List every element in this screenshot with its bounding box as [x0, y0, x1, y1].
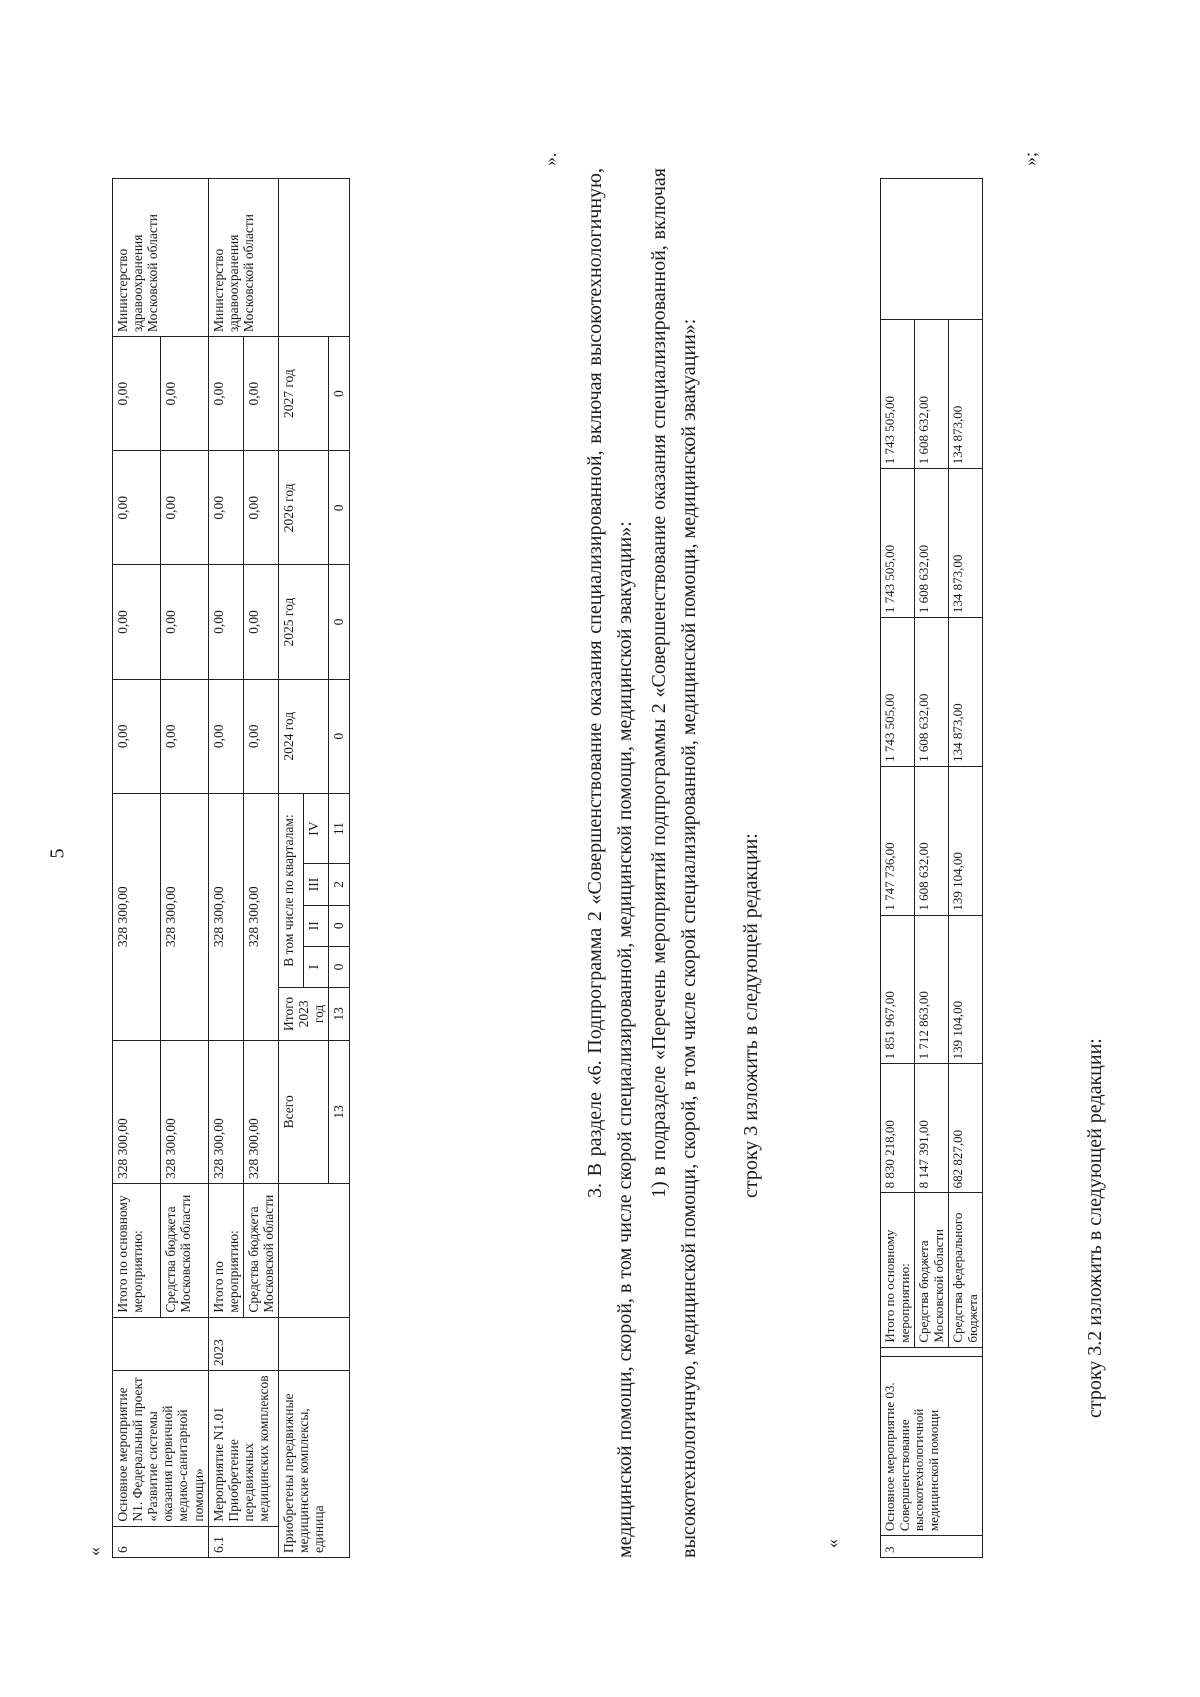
value-2024: 0,00	[208, 679, 243, 793]
value: 1 608 632,00	[915, 766, 949, 915]
result-total-header: Всего	[279, 1040, 329, 1183]
value-2025: 0,00	[113, 565, 161, 679]
quarter-header: II	[304, 905, 329, 946]
value: 134 873,00	[949, 320, 983, 469]
paragraph: 1) в подразделе «Перечень мероприятий подпрограммы 2 «Совершенствование оказания специализированной, включая высокотехнологичную, медицинской помощи, скорой, в том числе скорой специализированной, медицинской помощи, медицинской эвакуации»:	[648, 168, 700, 1558]
funding-source: Итого по основному мероприятию:	[881, 1193, 915, 1347]
quarters-header: В том числе по кварталам:	[279, 793, 304, 987]
table-row	[208, 179, 243, 1558]
activities-table	[112, 178, 350, 1558]
funding-source: Средства бюджета Московской области	[243, 1183, 278, 1317]
result-2023-value: 13	[329, 988, 349, 1040]
year-header: 2026 год	[279, 451, 329, 565]
value-2027: 0,00	[160, 337, 208, 451]
value: 139 104,00	[949, 915, 983, 1064]
funding-source: Итого по основному мероприятию:	[113, 1183, 161, 1317]
value-total: 328 300,00	[113, 1040, 161, 1183]
empty-cell	[279, 1317, 349, 1370]
quarter-header: IV	[304, 793, 329, 863]
value: 1 608 632,00	[915, 618, 949, 767]
empty-cell	[279, 1183, 349, 1317]
funding-source: Средства федерального бюджета	[949, 1193, 983, 1347]
table1-close-quote: ».	[540, 152, 560, 166]
value-2027: 0,00	[243, 337, 278, 451]
table-row	[279, 179, 304, 1558]
value-total: 328 300,00	[243, 1040, 278, 1183]
page-number: 5	[46, 848, 69, 859]
funding-source: Средства бюджета Московской области	[160, 1183, 208, 1317]
value: 139 104,00	[949, 766, 983, 915]
value-2026: 0,00	[243, 451, 278, 565]
result-name: Приобретены передвижные медицинские комплексы, единица	[279, 1371, 349, 1558]
rotated-content	[80, 78, 1140, 1618]
table-row	[113, 179, 161, 1558]
value: 682 827,00	[949, 1064, 983, 1193]
table2-close-quote: »;	[1020, 151, 1040, 166]
activity-name: Мероприятие N1.01 Приобретение передвижных медицинских комплексов	[208, 1371, 278, 1527]
value: 1 851 967,00	[881, 915, 915, 1064]
result-2023-header: Итого 2023 год	[279, 988, 329, 1040]
quarter-value: 0	[329, 905, 349, 946]
value: 1 712 863,00	[915, 915, 949, 1064]
value-2027: 0,00	[208, 337, 243, 451]
activity-name: Основное мероприятие 03. Совершенствование высокотехнологичной медицинской помощи	[881, 1356, 983, 1535]
quarter-header: III	[304, 864, 329, 905]
value: 1 747 736,00	[881, 766, 915, 915]
value: 1 743 505,00	[881, 469, 915, 618]
table-row	[881, 179, 915, 1558]
activity-year	[113, 1317, 209, 1370]
value-2025: 0,00	[160, 565, 208, 679]
year-header: 2024 год	[279, 679, 329, 793]
empty-cell	[881, 179, 983, 321]
result-total-value: 13	[329, 1040, 349, 1183]
quarter-value: 0	[329, 946, 349, 987]
empty-cell	[279, 179, 349, 337]
value: 8 147 391,00	[915, 1064, 949, 1193]
value-2026: 0,00	[160, 451, 208, 565]
activity-year: 2023	[208, 1317, 278, 1370]
empty-cell	[881, 1347, 983, 1356]
value: 1 608 632,00	[915, 320, 949, 469]
value-2027: 0,00	[113, 337, 161, 451]
value-2026: 0,00	[113, 451, 161, 565]
value-2024: 0,00	[113, 679, 161, 793]
year-value: 0	[329, 451, 349, 565]
value-2023: 328 300,00	[243, 793, 278, 1040]
row-number: 3	[881, 1536, 983, 1558]
executor: Министерство здравоохранения Московской области	[208, 179, 278, 337]
paragraph: 3. В разделе «6. Подпрограмма 2 «Совершенствование оказания специализированной, включая высокотехнологичную, медицинской помощи, скорой, в том числе скорой специализированной, медицинской помощи, медицинской эвакуации»:	[584, 168, 636, 1558]
paragraph: строку 3 изложить в следующей редакции:	[740, 833, 762, 1198]
year-value: 0	[329, 337, 349, 451]
value: 1 743 505,00	[881, 618, 915, 767]
row-number: 6.1	[208, 1526, 278, 1557]
year-value: 0	[329, 679, 349, 793]
value-2024: 0,00	[160, 679, 208, 793]
value: 1 608 632,00	[915, 469, 949, 618]
value-total: 328 300,00	[208, 1040, 243, 1183]
table1-open-quote: «	[84, 1547, 104, 1556]
table2-open-quote: «	[822, 1539, 842, 1548]
value-2023: 328 300,00	[160, 793, 208, 1040]
funding-source: Средства бюджета Московской области	[915, 1193, 949, 1347]
value: 1 743 505,00	[881, 320, 915, 469]
year-header: 2025 год	[279, 565, 329, 679]
executor: Министерство здравоохранения Московской области	[113, 179, 209, 337]
year-header: 2027 год	[279, 337, 329, 451]
activity-row-table	[880, 178, 983, 1558]
activity-name: Основное мероприятие N1. Федеральный проект «Развитие системы оказания первичной медико-санитарной помощи»	[113, 1371, 209, 1527]
year-value: 0	[329, 565, 349, 679]
value: 134 873,00	[949, 618, 983, 767]
row-number: 6	[113, 1526, 209, 1557]
value-2025: 0,00	[243, 565, 278, 679]
value-2023: 328 300,00	[113, 793, 161, 1040]
funding-source: Итого по мероприятию:	[208, 1183, 243, 1317]
value-total: 328 300,00	[160, 1040, 208, 1183]
quarter-value: 11	[329, 793, 349, 863]
quarter-header: I	[304, 946, 329, 987]
quarter-value: 2	[329, 864, 349, 905]
paragraph: строку 3.2 изложить в следующей редакции:	[1084, 1038, 1106, 1418]
value-2024: 0,00	[243, 679, 278, 793]
value: 134 873,00	[949, 469, 983, 618]
value-2025: 0,00	[208, 565, 243, 679]
value-2026: 0,00	[208, 451, 243, 565]
value: 8 830 218,00	[881, 1064, 915, 1193]
value-2023: 328 300,00	[208, 793, 243, 1040]
